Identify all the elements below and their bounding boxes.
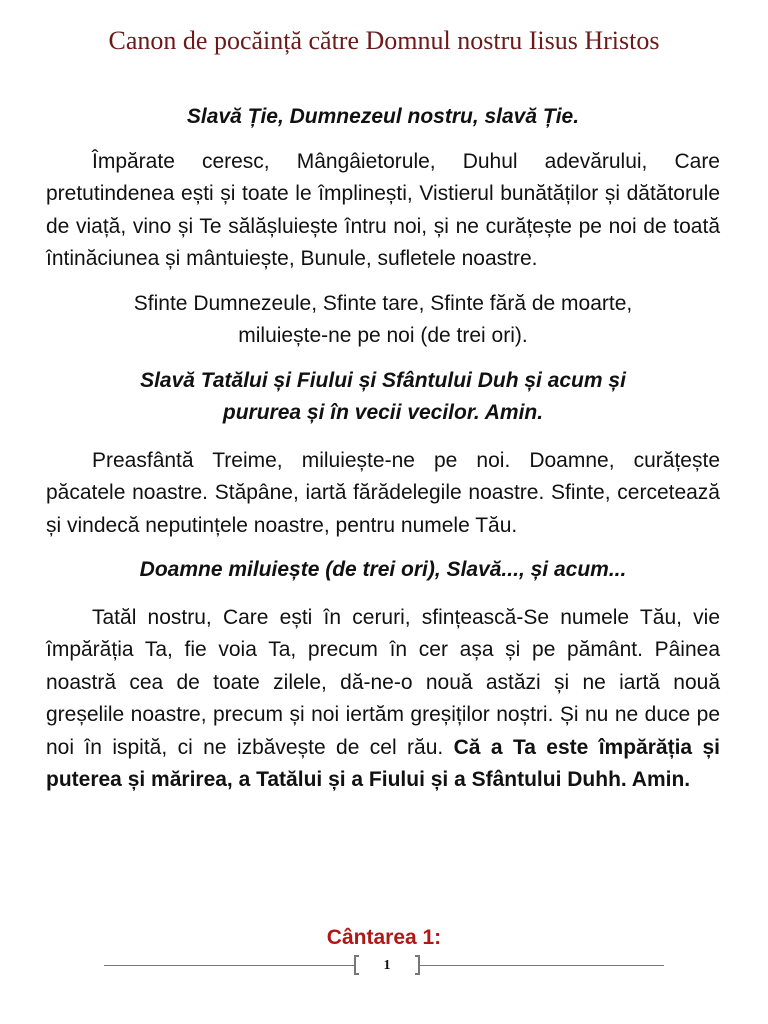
glory-heading-line-2: pururea și în vecii vecilor. Amin.: [222, 401, 544, 424]
footer-rule-right: [420, 965, 664, 966]
page-number: 1: [383, 958, 391, 973]
lord-have-mercy-heading: Doamne miluiește (de trei ori), Slavă..., și acum...: [139, 558, 627, 581]
section-heading: Cântarea 1:: [326, 926, 442, 949]
prayer-holy-trinity: Preasfântă Treime, miluiește-ne pe noi. Doamne, curățește păcatele noastre. Stăpâne, iartă fărădelegile noastre. Sfinte, cercetează și vindecă neputințele noastre, pentru numele Tău.: [46, 448, 720, 537]
doxology-heading: Slavă Ție, Dumnezeul nostru, slavă Ție.: [186, 105, 580, 128]
glory-heading-line-1: Slavă Tatălui și Fiului și Sfântului Duh și acum și: [140, 368, 626, 392]
trisagion: [46, 288, 720, 353]
page-title: Canon de pocăință către Domnul nostru Iisus Hristos: [108, 26, 660, 55]
trisagion-line-1: Sfinte Dumnezeule, Sfinte tare, Sfinte fără de moarte,: [133, 291, 633, 315]
glory-heading: [46, 365, 720, 430]
lords-prayer: [46, 602, 720, 797]
trisagion-line-2: miluiește-ne pe noi (de trei ori).: [238, 324, 528, 347]
lords-prayer-doxology: Că a Ta este împărăția și puterea și mărirea, a Tatălui și a Fiului și a Sfântului Duhh. Amin.: [46, 735, 721, 791]
footer-rule-left: [104, 965, 354, 966]
lords-prayer-text: Tatăl nostru, Care ești în ceruri, sfințească-Se numele Tău, vie împărăția Ta, fie voia Ta, precum în cer așa și pe pământ. Pâinea noastră cea de toate zilele, dă-ne-o nouă astăzi și ne iartă nouă greșelile noastre, precum și noi iertăm greșiților noștri. Și nu ne duce pe noi în ispită, ci ne izbăvește de cel rău.: [46, 605, 720, 759]
prayer-heavenly-king: Împărate ceresc, Mângâietorule, Duhul adevărului, Care pretutindenea ești și toate le împlinești, Vistierul bunătăților și dătătorule de viață, vino și Te sălășluiește întru noi, și ne curățește pe noi de toată întinăciunea și mântuiește, Bunule, sufletele noastre.: [46, 149, 720, 270]
document-body: [46, 101, 720, 797]
